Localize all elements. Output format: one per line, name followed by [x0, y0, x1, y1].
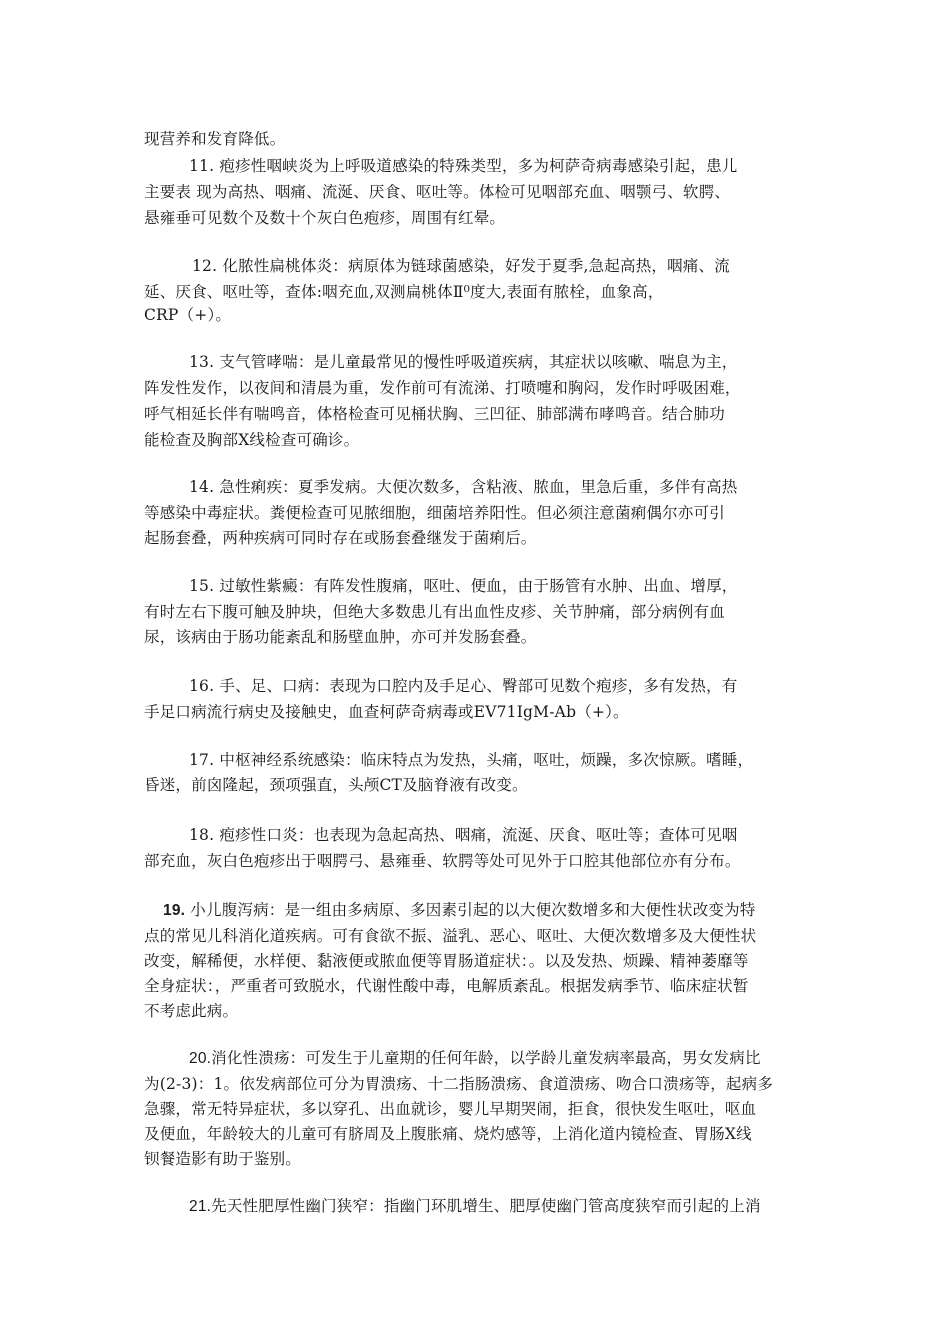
item-12-line-2: 延、厌食、呕吐等，查体:咽充血,双测扁桃体Ⅱ⁰度大,表面有脓栓，血象高， — [144, 283, 664, 301]
item-19-line-1 — [163, 897, 756, 923]
item-12-line-1: 12. 化脓性扁桃体炎：病原体为链球菌感染，好发于夏季,急起高热，咽痛、流 — [192, 257, 730, 275]
item-11-line-1: 11. 疱疹性咽峡炎为上呼吸道感染的特殊类型，多为柯萨奇病毒感染引起，患儿 — [189, 157, 738, 175]
item-14-line-2: 等感染中毒症状。粪便检查可见脓细胞，细菌培养阳性。但必须注意菌痢偶尔亦可引 — [144, 504, 725, 522]
item-17-line-1: 17. 中枢神经系统感染：临床特点为发热，头痛，呕吐，烦躁，多次惊厥。嗜睡， — [189, 751, 754, 769]
item-20-line-3: 急骤，常无特异症状，多以穿孔、出血就诊，婴儿早期哭闹，拒食，很快发生呕吐，呕血 — [144, 1100, 757, 1118]
item-18-line-1: 18. 疱疹性口炎：也表现为急起高热、咽痛，流涎、厌食、呕吐等；查体可见咽 — [189, 826, 738, 844]
item-20-number: 20. — [189, 1050, 212, 1067]
item-20-line-4: 及便血，年龄较大的儿童可有脐周及上腹胀痛、烧灼感等，上消化道内镜检查、胃肠X线 — [144, 1125, 752, 1143]
item-20-text-1: 消化性溃疡：可发生于儿童期的任何年龄，以学龄儿童发病率最高，男女发病比 — [211, 1049, 761, 1067]
item-19-text-1: 小儿腹泻病：是一组由多病原、多因素引起的以大便次数增多和大便性状改变为特 — [190, 901, 756, 919]
item-20-line-2: 为(2-3)：1。依发病部位可分为胃溃疡、十二指肠溃疡、食道溃疡、吻合口溃疡等，起病多 — [144, 1075, 774, 1093]
item-13-line-1: 13. 支气管哮喘：是儿童最常见的慢性呼吸道疾病，其症状以咳嗽、喘息为主， — [189, 353, 738, 371]
item-19-number: 19. — [163, 902, 186, 919]
item-11-line-2: 主要表 现为高热、咽痛、流涎、厌食、呕吐等。体检可见咽部充血、咽颚弓、软腭、 — [144, 183, 731, 201]
item-15-line-3: 尿，该病由于肠功能紊乱和肠壁血肿，亦可并发肠套叠。 — [144, 628, 537, 646]
item-19-line-5: 不考虑此病。 — [144, 1002, 239, 1020]
intro-line: 现营养和发育降低。 — [144, 130, 286, 148]
item-13-line-4: 能检查及胸部X线检查可确诊。 — [144, 431, 360, 449]
item-13-line-2: 阵发性发作，以夜间和清晨为重，发作前可有流涕、打喷嚏和胸闷，发作时呼吸困难， — [144, 379, 741, 397]
item-20-line-1 — [189, 1045, 761, 1071]
item-13-line-3: 呼气相延长伴有喘鸣音，体格检查可见桶状胸、三凹征、肺部满布哮鸣音。结合肺功 — [144, 405, 725, 423]
item-21-line-1 — [189, 1193, 761, 1219]
item-21-text-1: 先天性肥厚性幽门狭窄：指幽门环肌增生、肥厚使幽门管高度狭窄而引起的上消 — [211, 1197, 761, 1215]
item-12-line-3: CRP（+）。 — [144, 306, 232, 324]
item-16-line-1: 16. 手、足、口病：表现为口腔内及手足心、臀部可见数个疱疹，多有发热，有 — [189, 677, 738, 695]
item-17-line-2: 昏迷，前囟隆起，颈项强直，头颅CT及脑脊液有改变。 — [144, 776, 528, 794]
item-11-line-3: 悬雍垂可见数个及数十个灰白色疱疹，周围有红晕。 — [144, 209, 506, 227]
item-21-number: 21. — [189, 1198, 212, 1215]
item-19-line-2: 点的常见儿科消化道疾病。可有食欲不振、溢乳、恶心、呕吐、大便次数增多及大便性状 — [144, 927, 757, 945]
item-15-line-1: 15. 过敏性紫癜：有阵发性腹痛，呕吐、便血，由于肠管有水肿、出血、增厚， — [189, 577, 738, 595]
item-14-line-3: 起肠套叠，两种疾病可同时存在或肠套叠继发于菌痢后。 — [144, 529, 537, 547]
item-18-line-2: 部充血，灰白色疱疹出于咽腭弓、悬雍垂、软腭等处可见外于口腔其他部位亦有分布。 — [144, 852, 741, 870]
item-19-line-3: 改变，解稀便，水样便、黏液便或脓血便等胃肠道症状：。以及发热、烦躁、精神萎靡等 — [144, 952, 749, 970]
item-19-line-4: 全身症状：，严重者可致脱水，代谢性酸中毒，电解质紊乱。根据发病季节、临床症状暂 — [144, 977, 749, 995]
item-15-line-2: 有时左右下腹可触及肿块，但绝大多数患儿有出血性皮疹、关节肿痛，部分病例有血 — [144, 603, 725, 621]
item-14-line-1: 14. 急性痢疾：夏季发病。大便次数多，含粘液、脓血，里急后重，多伴有高热 — [189, 478, 738, 496]
item-20-line-5: 钡餐造影有助于鉴别。 — [144, 1150, 302, 1168]
item-16-line-2: 手足口病流行病史及接触史，血查柯萨奇病毒或EV71IgM-Ab（+）。 — [144, 703, 629, 721]
